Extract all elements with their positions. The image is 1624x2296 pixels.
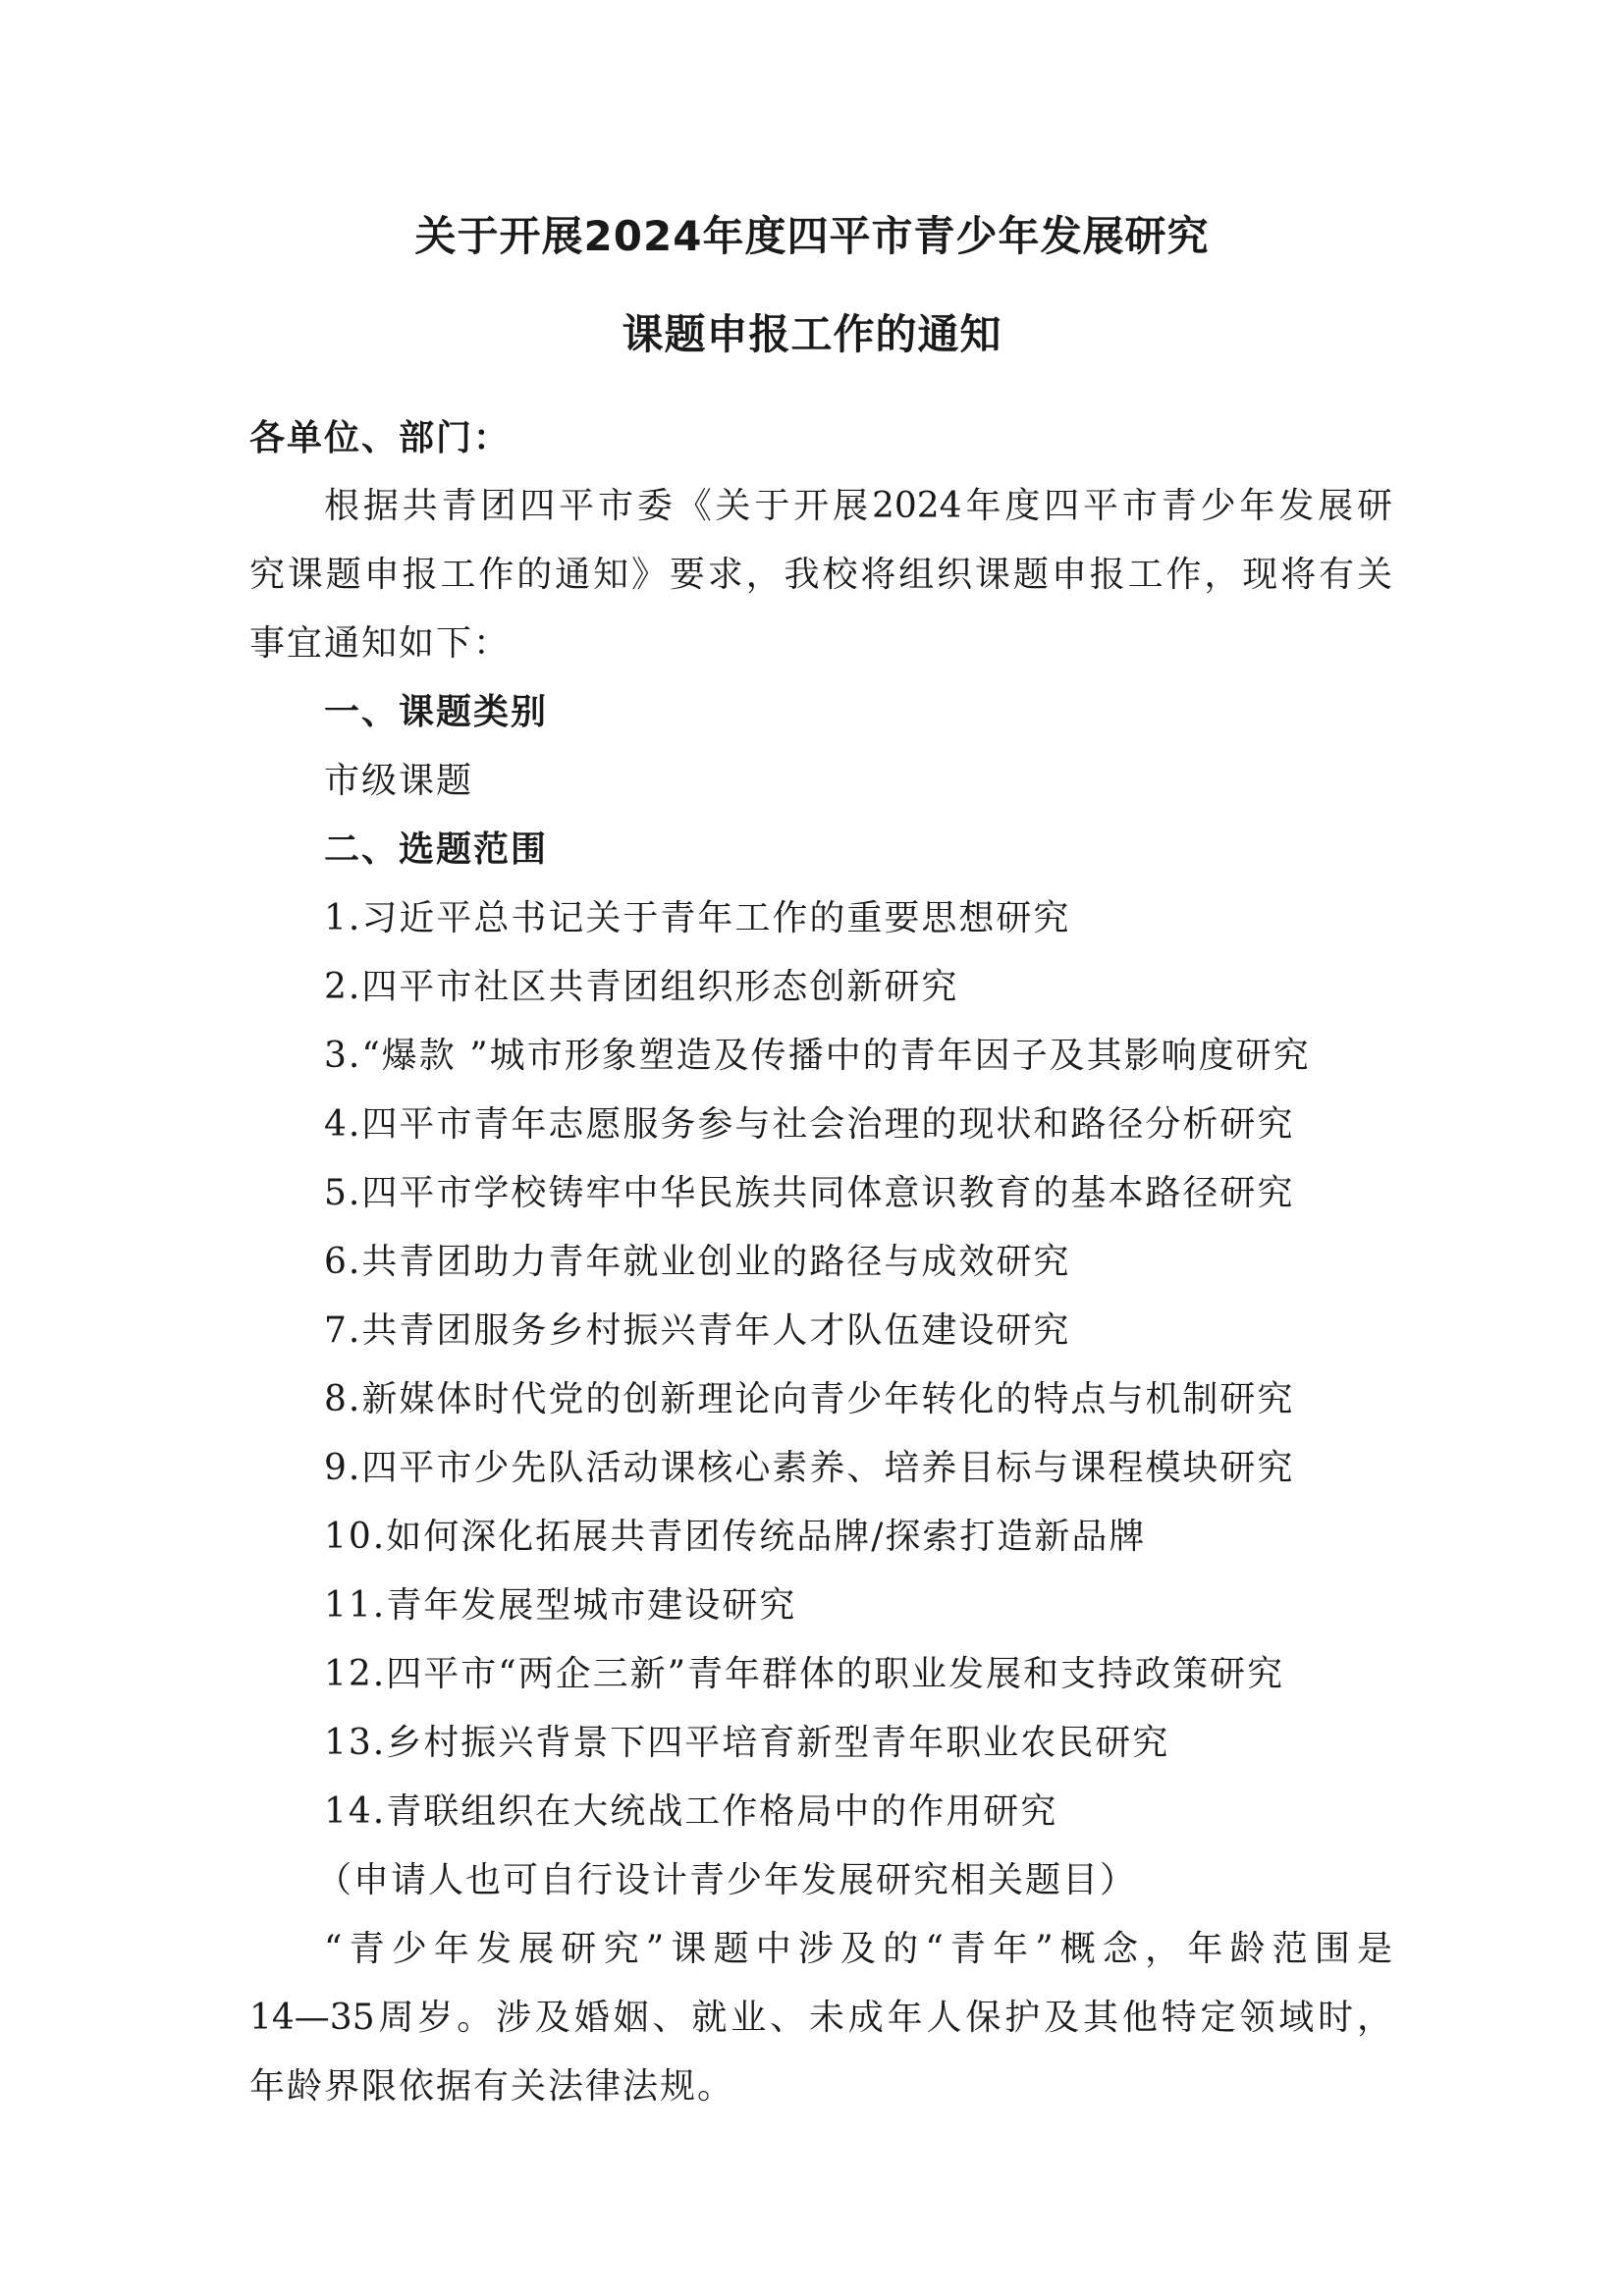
- topic-item-11: 11.青年发展型城市建设研究: [324, 1585, 797, 1626]
- topic-item-6: 6.共青团助力青年就业创业的路径与成效研究: [324, 1242, 1071, 1282]
- intro-line-3: 事宜通知如下：: [249, 623, 512, 664]
- age-definition-line-3: 年龄界限依据有关法律法规。: [249, 2066, 735, 2107]
- salutation: 各单位、部门：: [249, 418, 512, 458]
- topic-item-7: 7.共青团服务乡村振兴青年人才队伍建设研究: [324, 1310, 1071, 1351]
- section-1-heading: 一、课题类别: [324, 692, 549, 732]
- topic-item-8: 8.新媒体时代党的创新理论向青少年转化的特点与机制研究: [324, 1379, 1295, 1419]
- section-2-heading: 二、选题范围: [324, 829, 549, 870]
- topic-note: （申请人也可自行设计青少年发展研究相关题目）: [316, 1860, 1138, 1900]
- topic-item-10: 10.如何深化拓展共青团传统品牌/探索打造新品牌: [324, 1517, 1147, 1557]
- section-1-content: 市级课题: [324, 761, 474, 801]
- document-title-line-2: 课题申报工作的通知: [622, 310, 1002, 358]
- topic-item-12: 12.四平市“两企三新”青年群体的职业发展和支持政策研究: [324, 1654, 1285, 1694]
- topic-item-9: 9.四平市少先队活动课核心素养、培养目标与课程模块研究: [324, 1448, 1295, 1488]
- topic-item-2: 2.四平市社区共青团组织形态创新研究: [324, 967, 959, 1007]
- intro-line-2: 究课题申报工作的通知》要求，我校将组织课题申报工作，现将有关: [249, 555, 1392, 595]
- intro-line-1: 根据共青团四平市委《关于开展2024年度四平市青少年发展研: [324, 486, 1392, 526]
- topic-item-13: 13.乡村振兴背景下四平培育新型青年职业农民研究: [324, 1723, 1170, 1763]
- age-definition-line-1: “青少年发展研究”课题中涉及的“青年”概念，年龄范围是: [324, 1929, 1392, 1969]
- age-definition-line-2: 14—35周岁。涉及婚姻、就业、未成年人保护及其他特定领域时，: [249, 1998, 1392, 2038]
- topic-item-14: 14.青联组织在大统战工作格局中的作用研究: [324, 1791, 1058, 1832]
- topic-item-5: 5.四平市学校铸牢中华民族共同体意识教育的基本路径研究: [324, 1173, 1295, 1213]
- topic-item-3: 3.“爆款 ”城市形象塑造及传播中的青年因子及其影响度研究: [324, 1036, 1311, 1076]
- topic-item-4: 4.四平市青年志愿服务参与社会治理的现状和路径分析研究: [324, 1104, 1295, 1145]
- topic-item-1: 1.习近平总书记关于青年工作的重要思想研究: [324, 898, 1071, 938]
- document-title-line-1: 关于开展2024年度四平市青少年发展研究: [414, 212, 1210, 260]
